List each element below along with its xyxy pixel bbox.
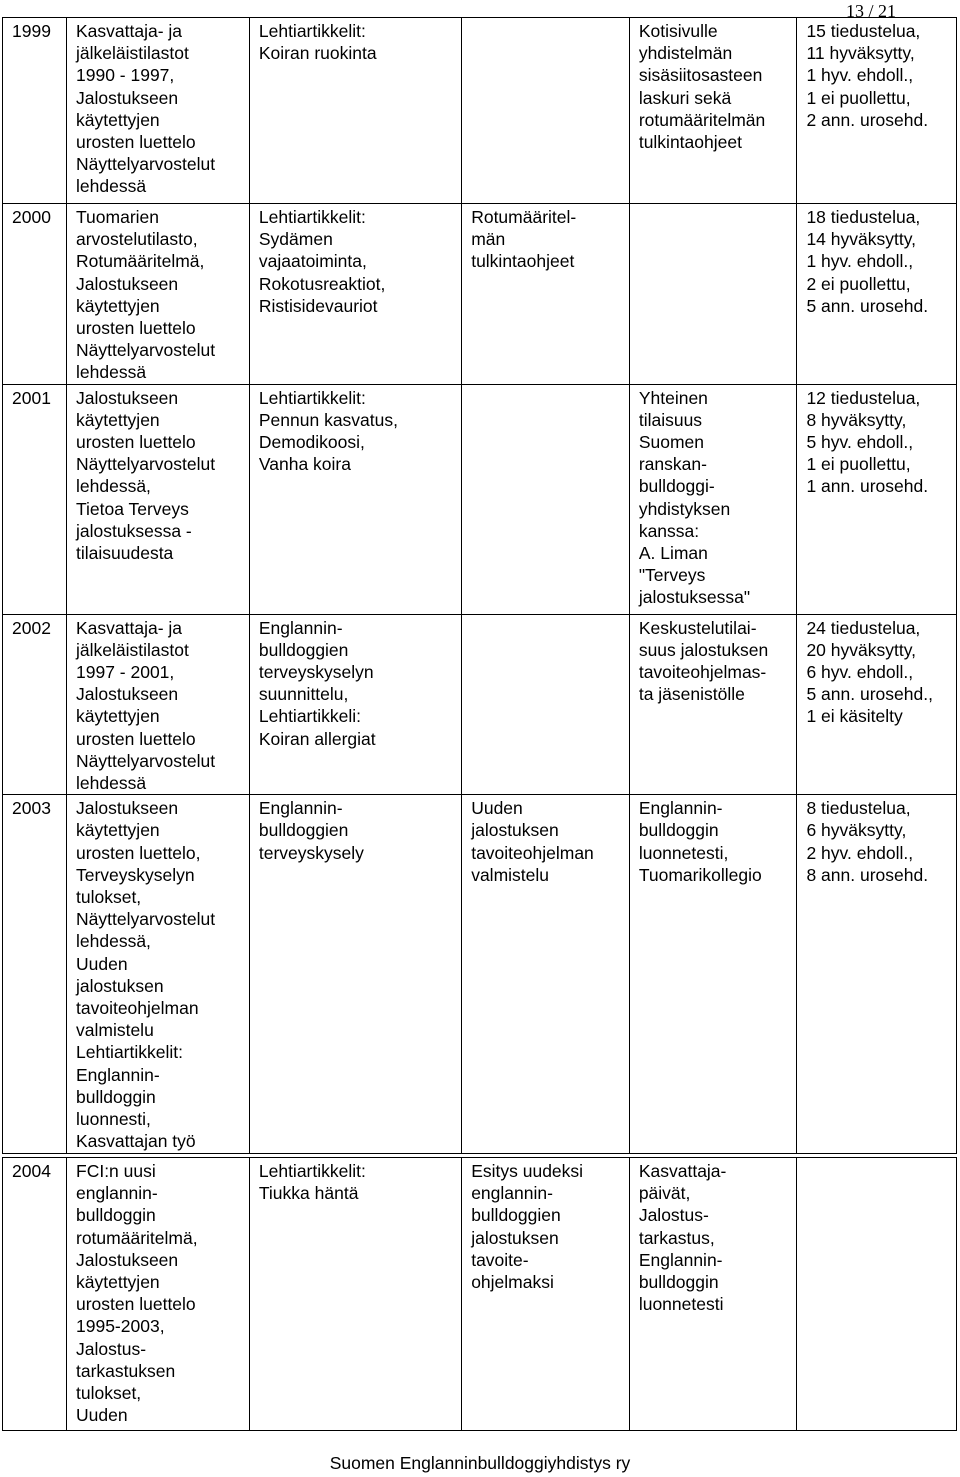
page-footer: Suomen Englanninbulldoggiyhdistys ry xyxy=(329,1453,631,1473)
articles-cell: Lehtiartikkelit: Pennun kasvatus, Demodikoosi, Vanha koira xyxy=(249,384,461,614)
year-cell: 2000 xyxy=(3,204,67,385)
events-cell: Kotisivulle yhdistelmän sisäsiitosasteen laskuri sekä rotumääritelmän tulkintaohjeet xyxy=(629,18,797,204)
breeding-program-cell: Esitys uudeksi englannin- bulldoggien jalostuksen tavoite- ohjelmaksi xyxy=(462,1158,630,1431)
inquiries-cell: 24 tiedustelua, 20 hyväksytty, 6 hyv. ehdoll., 5 ann. urosehd., 1 ei käsitelty xyxy=(797,614,957,795)
events-cell: Yhteinen tilaisuus Suomen ranskan- bulldoggi- yhdistyksen kanssa: A. Liman "Terveys jalostuksessa" xyxy=(629,384,797,614)
inquiries-cell: 8 tiedustelua, 6 hyväksytty, 2 hyv. ehdoll., 8 ann. urosehd. xyxy=(797,795,957,1153)
articles-cell: Englannin- bulldoggien terveyskysely xyxy=(249,795,461,1153)
events-cell: Kasvattaja- päivät, Jalostus- tarkastus, Englannin- bulldoggin luonnetesti xyxy=(629,1158,797,1431)
year-cell: 2003 xyxy=(3,795,67,1153)
events-cell: Keskustelutilai- suus jalostuksen tavoiteohjelmas- ta jäsenistölle xyxy=(629,614,797,795)
articles-cell: Englannin- bulldoggien terveyskyselyn suunnittelu, Lehtiartikkeli: Koiran allergiat xyxy=(249,614,461,795)
breeding-program-cell: Rotumääritel- män tulkintaohjeet xyxy=(462,204,630,385)
publications-cell: Tuomarien arvostelutilasto, Rotumääritelmä, Jalostukseen käytettyjen urosten luettelo Näyttelyarvostelut lehdessä xyxy=(67,204,250,385)
activity-table-continued xyxy=(2,1157,957,1431)
activity-table xyxy=(2,17,957,1154)
publications-cell: Kasvattaja- ja jälkeläistilastot 1997 - 2001, Jalostukseen käytettyjen urosten luettelo Näyttelyarvostelut lehdessä xyxy=(67,614,250,795)
articles-cell: Lehtiartikkelit: Koiran ruokinta xyxy=(249,18,461,204)
table-row-2000 xyxy=(3,204,957,385)
inquiries-cell xyxy=(797,1158,957,1431)
table-row-2003 xyxy=(3,795,957,1153)
publications-cell: Jalostukseen käytettyjen urosten luettelo Näyttelyarvostelut lehdessä, Tietoa Terveys jalostuksessa - tilaisuudesta xyxy=(67,384,250,614)
articles-cell: Lehtiartikkelit: Sydämen vajaatoiminta, Rokotusreaktiot, Ristisidevauriot xyxy=(249,204,461,385)
table-row-2004 xyxy=(3,1158,957,1431)
table-row-2001 xyxy=(3,384,957,614)
breeding-program-cell xyxy=(462,18,630,204)
year-cell: 2004 xyxy=(3,1158,67,1431)
breeding-program-cell xyxy=(462,614,630,795)
events-cell xyxy=(629,204,797,385)
events-cell: Englannin- bulldoggin luonnetesti, Tuomarikollegio xyxy=(629,795,797,1153)
inquiries-cell: 15 tiedustelua, 11 hyväksytty, 1 hyv. ehdoll., 1 ei puollettu, 2 ann. urosehd. xyxy=(797,18,957,204)
inquiries-cell: 12 tiedustelua, 8 hyväksytty, 5 hyv. ehdoll., 1 ei puollettu, 1 ann. urosehd. xyxy=(797,384,957,614)
breeding-program-cell xyxy=(462,384,630,614)
table-row-2002 xyxy=(3,614,957,795)
year-cell: 2001 xyxy=(3,384,67,614)
publications-cell: Jalostukseen käytettyjen urosten luettelo, Terveyskyselyn tulokset, Näyttelyarvostelut lehdessä, Uuden jalostuksen tavoiteohjelman valmistelu Lehtiartikkelit: Englannin- bulldoggin luonnesti, Kasvattajan työ xyxy=(67,795,250,1153)
year-cell: 2002 xyxy=(3,614,67,795)
articles-cell: Lehtiartikkelit: Tiukka häntä xyxy=(249,1158,461,1431)
table-row-1999 xyxy=(3,18,957,204)
publications-cell: FCI:n uusi englannin- bulldoggin rotumääritelmä, Jalostukseen käytettyjen urosten luettelo 1995-2003, Jalostus- tarkastuksen tulokset, Uuden xyxy=(67,1158,250,1431)
year-cell: 1999 xyxy=(3,18,67,204)
inquiries-cell: 18 tiedustelua, 14 hyväksytty, 1 hyv. ehdoll., 2 ei puollettu, 5 ann. urosehd. xyxy=(797,204,957,385)
page-number: 13 / 21 xyxy=(846,1,897,21)
breeding-program-cell: Uuden jalostuksen tavoiteohjelman valmistelu xyxy=(462,795,630,1153)
publications-cell: Kasvattaja- ja jälkeläistilastot 1990 - 1997, Jalostukseen käytettyjen urosten luettelo Näyttelyarvostelut lehdessä xyxy=(67,18,250,204)
